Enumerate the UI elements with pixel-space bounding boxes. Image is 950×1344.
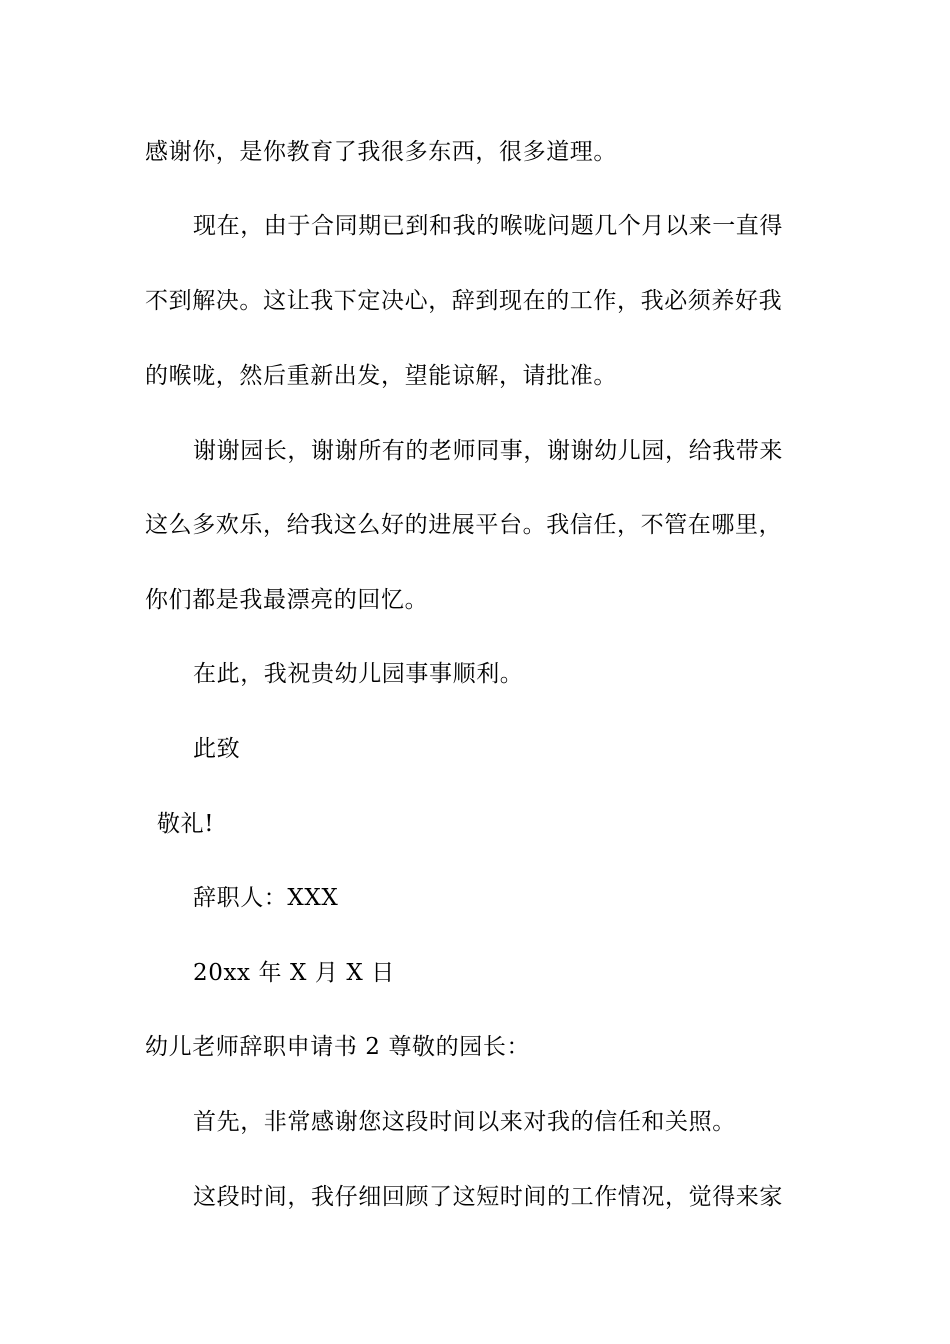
- salutation-line: 敬礼!: [157, 811, 215, 837]
- closing-line: 此致: [193, 736, 241, 762]
- text-line-6: 这么多欢乐，给我这么好的进展平台。我信任，不管在哪里，: [145, 512, 783, 538]
- signature-line: 辞职人：XXX: [193, 885, 339, 911]
- text-line-15: 这段时间，我仔细回顾了这短时间的工作情况，觉得来家: [193, 1184, 783, 1210]
- text-line-2: 现在，由于合同期已到和我的喉咙问题几个月以来一直得: [193, 213, 783, 239]
- text-line-4: 的喉咙，然后重新出发，望能谅解，请批准。: [145, 363, 617, 389]
- text-line-7: 你们都是我最漂亮的回忆。: [145, 587, 429, 613]
- text-line-8: 在此，我祝贵幼儿园事事顺利。: [193, 661, 524, 687]
- text-line-3: 不到解决。这让我下定决心，辞到现在的工作，我必须养好我: [145, 288, 783, 314]
- text-line-5: 谢谢园长，谢谢所有的老师同事，谢谢幼儿园，给我带来: [193, 438, 783, 464]
- text-line-14: 首先，非常感谢您这段时间以来对我的信任和关照。: [193, 1109, 736, 1135]
- date-line: 20xx 年 X 月 X 日: [193, 960, 395, 986]
- text-line-1: 感谢你，是你教育了我很多东西，很多道理。: [145, 139, 617, 165]
- section-heading: 幼儿老师辞职申请书 2 尊敬的园长：: [145, 1034, 531, 1060]
